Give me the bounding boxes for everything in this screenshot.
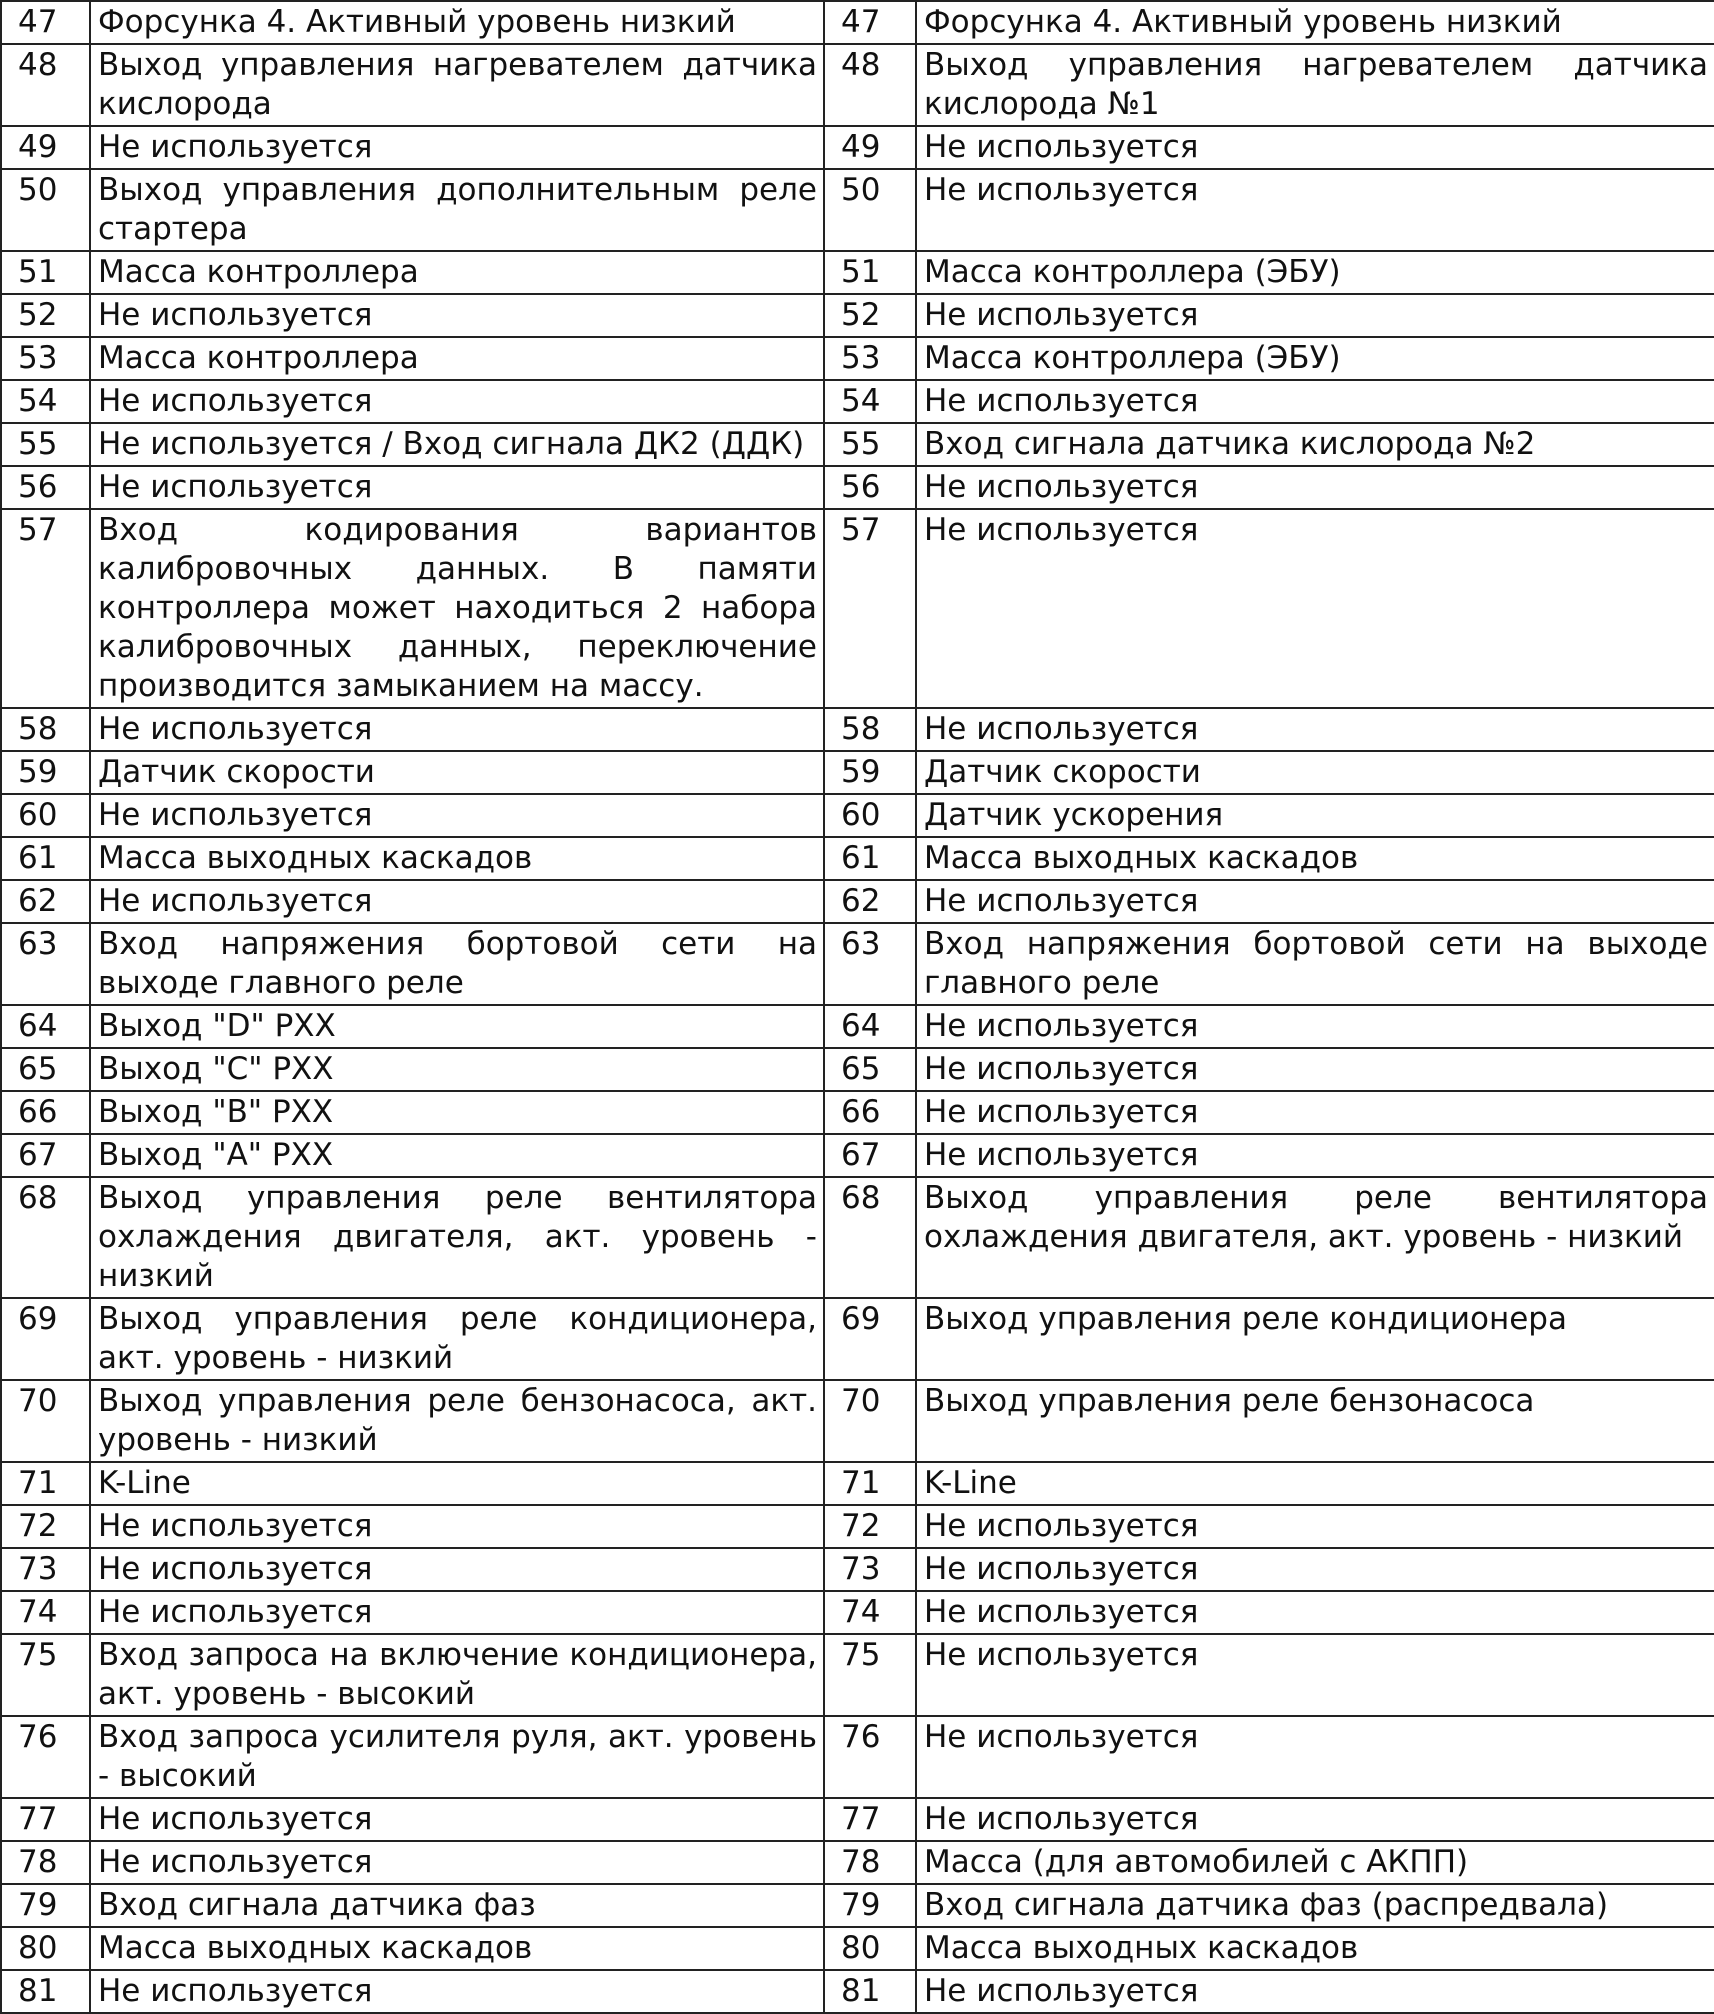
pin-description-left: Масса контроллера	[90, 337, 824, 380]
pin-number-left: 53	[1, 337, 90, 380]
pin-description-left: Не используется	[90, 1970, 824, 2013]
table-row	[1, 1548, 1714, 1591]
pin-description-right: Выход управления реле бензонасоса	[916, 1380, 1714, 1462]
pin-number-left: 58	[1, 708, 90, 751]
pin-number-left: 64	[1, 1005, 90, 1048]
pin-number-left: 54	[1, 380, 90, 423]
pin-description-left: Выход управления реле кондиционера, акт. уровень - низкий	[90, 1298, 824, 1380]
pin-number-right: 62	[824, 880, 916, 923]
pin-number-left: 59	[1, 751, 90, 794]
table-row	[1, 126, 1714, 169]
table-row	[1, 923, 1714, 1005]
table-row	[1, 837, 1714, 880]
pin-number-left: 77	[1, 1798, 90, 1841]
pin-number-left: 51	[1, 251, 90, 294]
table-row	[1, 1716, 1714, 1798]
table-row	[1, 423, 1714, 466]
pin-description-right: Форсунка 4. Активный уровень низкий	[916, 1, 1714, 44]
pin-description-left: Выход управления нагревателем датчика кислорода	[90, 44, 824, 126]
pin-description-right: Датчик скорости	[916, 751, 1714, 794]
pin-number-left: 56	[1, 466, 90, 509]
pin-number-right: 57	[824, 509, 916, 708]
table-row	[1, 1380, 1714, 1462]
pin-number-right: 53	[824, 337, 916, 380]
pin-description-left: K-Line	[90, 1462, 824, 1505]
pin-number-right: 69	[824, 1298, 916, 1380]
pin-number-left: 57	[1, 509, 90, 708]
pin-number-right: 77	[824, 1798, 916, 1841]
pin-description-left: Не используется	[90, 1548, 824, 1591]
pin-description-right: Не используется	[916, 1548, 1714, 1591]
pin-number-left: 61	[1, 837, 90, 880]
pin-number-left: 76	[1, 1716, 90, 1798]
pin-description-right: Не используется	[916, 1505, 1714, 1548]
pin-description-left: Не используется	[90, 880, 824, 923]
pin-number-left: 67	[1, 1134, 90, 1177]
pin-number-left: 75	[1, 1634, 90, 1716]
table-row	[1, 1462, 1714, 1505]
pin-number-right: 58	[824, 708, 916, 751]
pin-description-right: Масса (для автомобилей с АКПП)	[916, 1841, 1714, 1884]
table-row	[1, 1134, 1714, 1177]
pin-description-left: Не используется	[90, 708, 824, 751]
pin-description-right: Не используется	[916, 1634, 1714, 1716]
pin-description-left: Форсунка 4. Активный уровень низкий	[90, 1, 824, 44]
pin-description-left: Не используется	[90, 380, 824, 423]
pin-description-right: Не используется	[916, 169, 1714, 251]
pin-number-left: 72	[1, 1505, 90, 1548]
pin-description-right: Масса контроллера (ЭБУ)	[916, 251, 1714, 294]
pin-description-right: Не используется	[916, 1134, 1714, 1177]
pin-number-right: 75	[824, 1634, 916, 1716]
pin-number-left: 66	[1, 1091, 90, 1134]
pin-number-right: 78	[824, 1841, 916, 1884]
pin-description-left: Выход "B" РХХ	[90, 1091, 824, 1134]
table-row	[1, 1927, 1714, 1970]
table-row	[1, 1841, 1714, 1884]
table-row	[1, 1970, 1714, 2013]
pin-number-left: 80	[1, 1927, 90, 1970]
pin-description-left: Не используется	[90, 794, 824, 837]
table-row	[1, 251, 1714, 294]
table-row	[1, 1, 1714, 44]
pin-description-left: Выход "D" РХХ	[90, 1005, 824, 1048]
table-row	[1, 880, 1714, 923]
pin-number-left: 62	[1, 880, 90, 923]
table-row	[1, 794, 1714, 837]
pin-number-right: 47	[824, 1, 916, 44]
pin-description-right: Не используется	[916, 880, 1714, 923]
pin-description-right: Масса выходных каскадов	[916, 837, 1714, 880]
pin-number-right: 74	[824, 1591, 916, 1634]
pin-description-left: Масса выходных каскадов	[90, 837, 824, 880]
pin-description-right: Масса контроллера (ЭБУ)	[916, 337, 1714, 380]
pin-number-left: 60	[1, 794, 90, 837]
pin-number-left: 68	[1, 1177, 90, 1298]
pin-description-left: Не используется	[90, 294, 824, 337]
pin-description-right: Не используется	[916, 126, 1714, 169]
pin-number-right: 68	[824, 1177, 916, 1298]
pin-number-right: 61	[824, 837, 916, 880]
pin-number-left: 70	[1, 1380, 90, 1462]
pin-description-left: Вход запроса усилителя руля, акт. уровень - высокий	[90, 1716, 824, 1798]
pin-number-right: 48	[824, 44, 916, 126]
pin-description-right: Не используется	[916, 1716, 1714, 1798]
pin-number-left: 74	[1, 1591, 90, 1634]
table-row	[1, 1505, 1714, 1548]
table-row	[1, 1884, 1714, 1927]
table-row	[1, 1005, 1714, 1048]
pin-number-left: 49	[1, 126, 90, 169]
pin-description-right: Не используется	[916, 1970, 1714, 2013]
pin-description-left: Выход "C" РХХ	[90, 1048, 824, 1091]
table-row	[1, 294, 1714, 337]
pin-number-right: 72	[824, 1505, 916, 1548]
table-row	[1, 1048, 1714, 1091]
pin-description-left: Выход управления дополнительным реле стартера	[90, 169, 824, 251]
pin-description-right: Не используется	[916, 509, 1714, 708]
pin-description-left: Не используется	[90, 126, 824, 169]
pin-number-right: 66	[824, 1091, 916, 1134]
pin-description-left: Масса контроллера	[90, 251, 824, 294]
pin-number-left: 65	[1, 1048, 90, 1091]
pin-table-body	[1, 1, 1714, 2013]
pin-description-right: Не используется	[916, 466, 1714, 509]
pin-number-left: 50	[1, 169, 90, 251]
pin-description-left: Не используется	[90, 466, 824, 509]
pin-number-right: 70	[824, 1380, 916, 1462]
pin-number-right: 64	[824, 1005, 916, 1048]
pin-description-right: Не используется	[916, 1048, 1714, 1091]
pin-description-left: Не используется	[90, 1591, 824, 1634]
pin-number-right: 71	[824, 1462, 916, 1505]
pin-number-right: 59	[824, 751, 916, 794]
table-row	[1, 708, 1714, 751]
pin-number-right: 67	[824, 1134, 916, 1177]
pin-description-left: Вход запроса на включение кондиционера, акт. уровень - высокий	[90, 1634, 824, 1716]
pin-number-right: 50	[824, 169, 916, 251]
pin-description-right: Не используется	[916, 1005, 1714, 1048]
table-row	[1, 44, 1714, 126]
pin-description-left: Выход управления реле вентилятора охлаждения двигателя, акт. уровень - низкий	[90, 1177, 824, 1298]
pin-description-right: Не используется	[916, 1091, 1714, 1134]
pin-number-right: 54	[824, 380, 916, 423]
pin-description-left: Выход управления реле бензонасоса, акт. уровень - низкий	[90, 1380, 824, 1462]
pin-description-left: Вход напряжения бортовой сети на выходе главного реле	[90, 923, 824, 1005]
pin-number-left: 47	[1, 1, 90, 44]
pin-description-right: Не используется	[916, 380, 1714, 423]
pin-number-right: 51	[824, 251, 916, 294]
table-row	[1, 169, 1714, 251]
pin-description-left: Выход "A" РХХ	[90, 1134, 824, 1177]
table-row	[1, 380, 1714, 423]
pin-description-left: Не используется	[90, 1505, 824, 1548]
pin-number-right: 65	[824, 1048, 916, 1091]
table-row	[1, 1298, 1714, 1380]
pin-description-right: Датчик ускорения	[916, 794, 1714, 837]
pin-description-right: Не используется	[916, 1591, 1714, 1634]
pin-description-left: Вход кодирования вариантов калибровочных данных. В памяти контроллера может находиться 2 набора калибровочных данных, переключение производится замыканием на массу.	[90, 509, 824, 708]
table-row	[1, 1591, 1714, 1634]
table-row	[1, 337, 1714, 380]
pin-description-right: Выход управления реле кондиционера	[916, 1298, 1714, 1380]
pin-number-right: 73	[824, 1548, 916, 1591]
pin-description-right: Масса выходных каскадов	[916, 1927, 1714, 1970]
pin-number-left: 71	[1, 1462, 90, 1505]
pin-description-left: Не используется	[90, 1798, 824, 1841]
pin-description-right: Вход сигнала датчика фаз (распредвала)	[916, 1884, 1714, 1927]
table-row	[1, 1798, 1714, 1841]
pin-description-left: Масса выходных каскадов	[90, 1927, 824, 1970]
pin-description-left: Не используется	[90, 1841, 824, 1884]
table-row	[1, 751, 1714, 794]
pin-number-left: 79	[1, 1884, 90, 1927]
pin-number-right: 60	[824, 794, 916, 837]
pin-number-right: 55	[824, 423, 916, 466]
pin-description-right: Не используется	[916, 708, 1714, 751]
pin-description-right: Выход управления реле вентилятора охлаждения двигателя, акт. уровень - низкий	[916, 1177, 1714, 1298]
pin-number-left: 73	[1, 1548, 90, 1591]
pin-description-left: Датчик скорости	[90, 751, 824, 794]
pin-description-right: Вход сигнала датчика кислорода №2	[916, 423, 1714, 466]
pin-number-left: 81	[1, 1970, 90, 2013]
pin-number-left: 55	[1, 423, 90, 466]
pin-description-right: K-Line	[916, 1462, 1714, 1505]
pin-number-left: 63	[1, 923, 90, 1005]
table-row	[1, 466, 1714, 509]
pin-number-right: 80	[824, 1927, 916, 1970]
pin-number-right: 49	[824, 126, 916, 169]
pin-number-left: 52	[1, 294, 90, 337]
pin-number-right: 81	[824, 1970, 916, 2013]
pin-number-right: 79	[824, 1884, 916, 1927]
pin-description-right: Не используется	[916, 294, 1714, 337]
pin-number-left: 48	[1, 44, 90, 126]
pin-number-right: 52	[824, 294, 916, 337]
pin-description-right: Выход управления нагревателем датчика кислорода №1	[916, 44, 1714, 126]
pin-number-right: 56	[824, 466, 916, 509]
pin-number-left: 78	[1, 1841, 90, 1884]
table-row	[1, 509, 1714, 708]
pin-description-right: Не используется	[916, 1798, 1714, 1841]
table-row	[1, 1177, 1714, 1298]
pin-description-left: Вход сигнала датчика фаз	[90, 1884, 824, 1927]
pin-description-right: Вход напряжения бортовой сети на выходе главного реле	[916, 923, 1714, 1005]
pin-number-right: 76	[824, 1716, 916, 1798]
table-row	[1, 1091, 1714, 1134]
pin-number-left: 69	[1, 1298, 90, 1380]
pin-description-left: Не используется / Вход сигнала ДК2 (ДДК)	[90, 423, 824, 466]
pin-number-right: 63	[824, 923, 916, 1005]
table-row	[1, 1634, 1714, 1716]
